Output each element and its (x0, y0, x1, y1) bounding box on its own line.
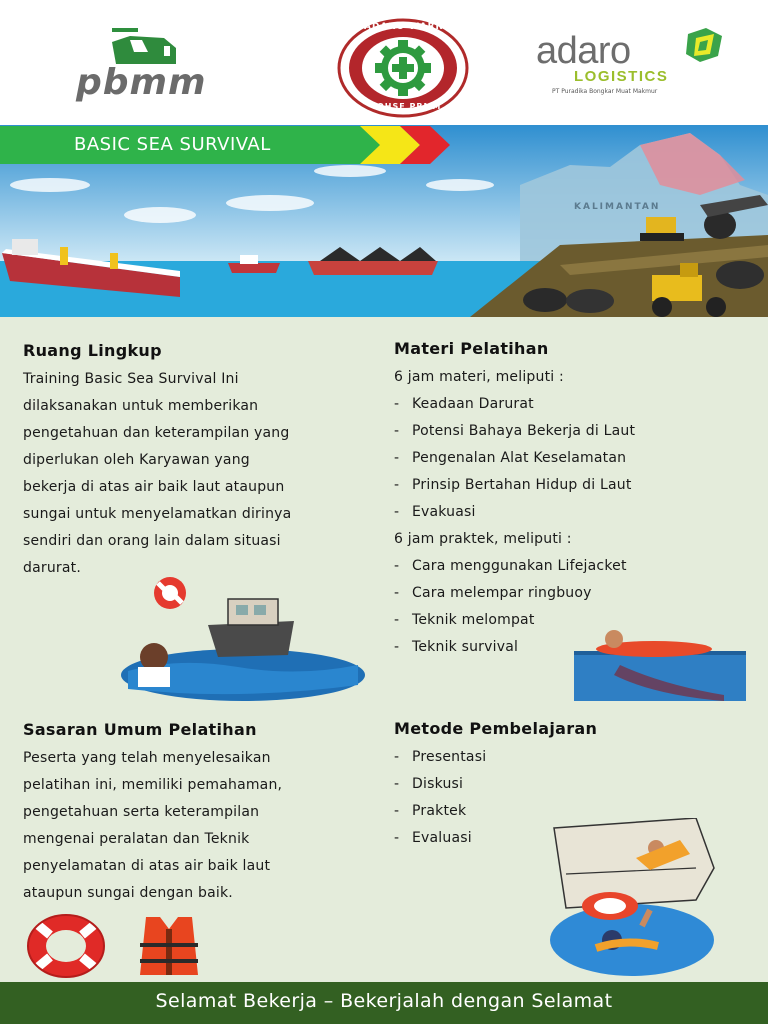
list-item-label: Evaluasi (412, 830, 472, 846)
praktek-intro: 6 jam praktek, meliputi : (394, 531, 572, 547)
map-label: KALIMANTAN (574, 202, 661, 212)
pbmm-logo (72, 22, 227, 102)
pbmm-wordmark: pbmm (76, 62, 207, 103)
sasaran-line: Peserta yang telah menyelesaikan (23, 750, 271, 766)
list-item: - Cara menggunakan Lifejacket (394, 558, 627, 574)
lifejacket-icon (136, 913, 202, 979)
list-item: - Diskusi (394, 776, 464, 792)
sasaran-text (23, 745, 375, 907)
adaro-company-text: PT Puradika Bongkar Muat Makmur (552, 88, 658, 95)
footer (0, 982, 768, 1024)
sasaran-line: pengetahuan serta keterampilan (23, 804, 260, 820)
man-overboard-illustration (546, 818, 730, 978)
warrior-bottom-text: QHSE PBMM (377, 102, 442, 111)
list-item-label: Keadaan Darurat (412, 396, 534, 412)
list-item: - Praktek (394, 803, 467, 819)
sasaran-title: Sasaran Umum Pelatihan (23, 720, 257, 739)
list-item: - Evaluasi (394, 830, 472, 846)
adaro-wordmark: adaro (536, 30, 631, 72)
lifebuoy-icon (154, 577, 186, 609)
list-item-label: Cara menggunakan Lifejacket (412, 558, 627, 574)
list-item-label: Presentasi (412, 749, 487, 765)
header (0, 0, 768, 125)
materi-title: Materi Pelatihan (394, 339, 549, 358)
ruang-lingkup-title: Ruang Lingkup (23, 341, 162, 360)
list-item: - Pengenalan Alat Keselamatan (394, 450, 627, 466)
warrior-top-text: ADARO WARRIOR (364, 22, 465, 32)
list-item: - Teknik melompat (394, 612, 535, 628)
ruang-lingkup-line: diperlukan oleh Karyawan yang (23, 452, 250, 468)
list-item-label: Prinsip Bertahan Hidup di Laut (412, 477, 632, 493)
ruang-lingkup-line: bekerja di atas air baik laut ataupun (23, 479, 285, 495)
adaro-mark-icon (684, 26, 724, 64)
list-item-label: Cara melempar ringbuoy (412, 585, 592, 601)
ruang-lingkup-line: Training Basic Sea Survival Ini (23, 371, 239, 387)
list-item: - Evakuasi (394, 504, 476, 520)
adaro-warrior-logo (336, 18, 470, 118)
list-item-label: Praktek (412, 803, 467, 819)
list-item-label: Potensi Bahaya Bekerja di Laut (412, 423, 636, 439)
sasaran-line: ataupun sungai dengan baik. (23, 885, 233, 901)
list-item-label: Teknik survival (412, 639, 519, 655)
list-item-label: Pengenalan Alat Keselamatan (412, 450, 627, 466)
ruang-lingkup-line: sendiri dan orang lain dalam situasi (23, 533, 281, 549)
banner-title: BASIC SEA SURVIVAL (74, 134, 271, 155)
sasaran-line: mengenai peralatan dan Teknik (23, 831, 250, 847)
adaro-logistics-text: LOGISTICS (574, 68, 669, 85)
ruang-lingkup-line: sungai untuk menyelamatkan dirinya (23, 506, 292, 522)
metode-title: Metode Pembelajaran (394, 719, 598, 738)
list-item-label: Evakuasi (412, 504, 476, 520)
list-item-label: Teknik melompat (412, 612, 535, 628)
ruang-lingkup-text (23, 366, 375, 582)
list-item: - Teknik survival (394, 639, 519, 655)
list-item: - Cara melempar ringbuoy (394, 585, 592, 601)
list-item: - Potensi Bahaya Bekerja di Laut (394, 423, 636, 439)
materi-intro: 6 jam materi, meliputi : (394, 369, 564, 385)
ruang-lingkup-line: dilaksanakan untuk memberikan (23, 398, 259, 414)
ruang-lingkup-line: pengetahuan dan keterampilan yang (23, 425, 290, 441)
list-item: - Prinsip Bertahan Hidup di Laut (394, 477, 632, 493)
lifebuoy-icon (26, 913, 106, 979)
materi-list (394, 364, 764, 661)
adaro-logistics-logo (534, 22, 734, 102)
rescue-boat-illustration (118, 575, 368, 705)
sasaran-line: penyelamatan di atas air baik laut (23, 858, 271, 874)
sasaran-line: pelatihan ini, memiliki pemahaman, (23, 777, 283, 793)
footer-slogan: Selamat Bekerja – Bekerjalah dengan Selamat (155, 990, 613, 1012)
banner (0, 125, 768, 317)
ruang-lingkup-line: darurat. (23, 560, 81, 576)
list-item-label: Diskusi (412, 776, 464, 792)
floating-survivor-illustration (574, 625, 746, 701)
list-item: - Keadaan Darurat (394, 396, 534, 412)
list-item: - Presentasi (394, 749, 487, 765)
